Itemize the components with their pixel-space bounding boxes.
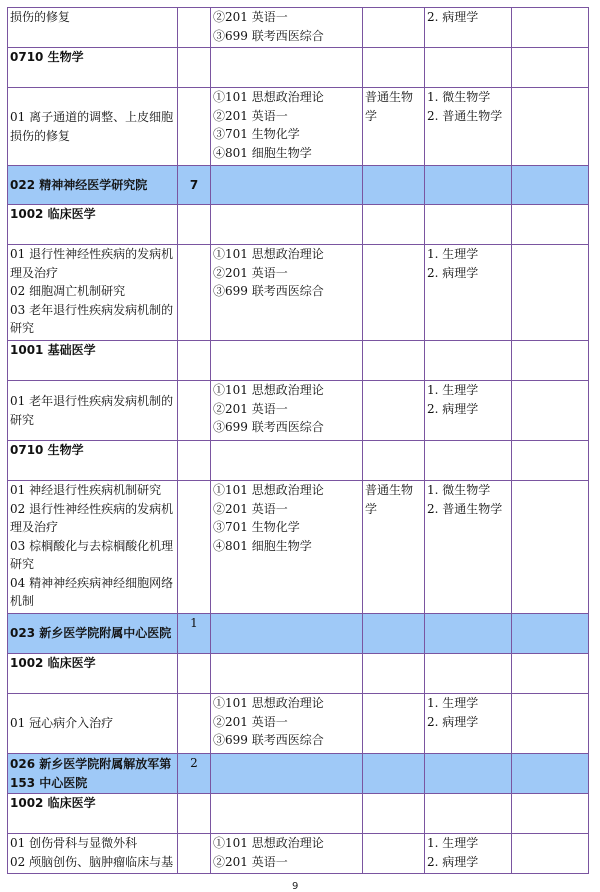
table-row [8, 481, 589, 614]
empty-cell [211, 614, 363, 654]
empty-cell [512, 754, 589, 794]
additional-test-cell: 2. 病理学 [425, 8, 512, 48]
table-row [8, 381, 589, 441]
empty-cell [211, 341, 363, 381]
enrollment-count-cell [178, 381, 211, 441]
empty-cell [178, 48, 211, 88]
major-label: 1002 临床医学 [8, 205, 178, 245]
empty-cell [512, 205, 589, 245]
research-direction-cell: 01 创伤骨科与显微外科 02 颅脑创伤、脑肿瘤临床与基 [8, 834, 178, 874]
additional-test-cell: 1. 生理学 2. 病理学 [425, 694, 512, 754]
research-direction-cell: 01 退行性神经性疾病的发病机理及治疗 02 细胞凋亡机制研究 03 老年退行性疾病发病机制的研究 [8, 245, 178, 341]
major-label: 0710 生物学 [8, 48, 178, 88]
empty-cell [512, 441, 589, 481]
institute-row [8, 614, 589, 654]
major-label: 1001 基础医学 [8, 341, 178, 381]
empty-cell [363, 754, 425, 794]
empty-cell [363, 48, 425, 88]
empty-cell [512, 48, 589, 88]
retest-subject-cell: 普通生物学 [363, 88, 425, 166]
enrollment-catalog-table [7, 7, 589, 874]
page-number: 9 [292, 881, 299, 892]
exam-subjects-cell: ①101 思想政治理论 ②201 英语一 ③699 联考西医综合 [211, 694, 363, 754]
empty-cell [425, 654, 512, 694]
additional-test-cell: 1. 生理学 2. 病理学 [425, 834, 512, 874]
major-row [8, 654, 589, 694]
retest-subject-cell [363, 381, 425, 441]
institute-label: 026 新乡医学院附属解放军第153 中心医院 [8, 754, 178, 794]
empty-cell [178, 205, 211, 245]
empty-cell [178, 654, 211, 694]
retest-subject-cell: 普通生物学 [363, 481, 425, 614]
major-label: 1002 临床医学 [8, 654, 178, 694]
major-row [8, 441, 589, 481]
remarks-cell [512, 88, 589, 166]
research-direction-cell: 01 离子通道的调整、上皮细胞损伤的修复 [8, 88, 178, 166]
empty-cell [512, 794, 589, 834]
empty-cell [211, 48, 363, 88]
empty-cell [178, 794, 211, 834]
empty-cell [211, 794, 363, 834]
major-row [8, 794, 589, 834]
retest-subject-cell [363, 834, 425, 874]
empty-cell [363, 654, 425, 694]
major-label: 0710 生物学 [8, 441, 178, 481]
retest-subject-cell [363, 694, 425, 754]
enrollment-count: 1 [178, 614, 211, 654]
remarks-cell [512, 694, 589, 754]
exam-subjects-cell: ①101 思想政治理论 ②201 英语一 ③701 生物化学 ④801 细胞生物学 [211, 88, 363, 166]
empty-cell [425, 166, 512, 205]
enrollment-count-cell [178, 88, 211, 166]
research-direction-cell: 01 神经退行性疾病机制研究 02 退行性神经性疾病的发病机理及治疗 03 棕榈酸化与去棕榈酸化机理研究 04 精神神经疾病神经细胞网络机制 [8, 481, 178, 614]
empty-cell [425, 205, 512, 245]
research-direction-cell: 01 老年退行性疾病发病机制的研究 [8, 381, 178, 441]
empty-cell [363, 441, 425, 481]
institute-label: 022 精神神经医学研究院 [8, 166, 178, 205]
additional-test-cell: 1. 生理学 2. 病理学 [425, 381, 512, 441]
exam-subjects-cell: ①101 思想政治理论 ②201 英语一 ③699 联考西医综合 [211, 245, 363, 341]
major-row [8, 205, 589, 245]
remarks-cell [512, 834, 589, 874]
empty-cell [425, 614, 512, 654]
institute-row [8, 754, 589, 794]
remarks-cell [512, 481, 589, 614]
institute-row [8, 166, 589, 205]
empty-cell [178, 341, 211, 381]
empty-cell [211, 441, 363, 481]
empty-cell [211, 754, 363, 794]
empty-cell [363, 166, 425, 205]
empty-cell [425, 341, 512, 381]
enrollment-count-cell [178, 8, 211, 48]
empty-cell [425, 754, 512, 794]
research-direction-cell: 01 冠心病介入治疗 [8, 694, 178, 754]
exam-subjects-cell: ①101 思想政治理论 ②201 英语一 [211, 834, 363, 874]
major-row [8, 341, 589, 381]
enrollment-count-cell [178, 245, 211, 341]
additional-test-cell: 1. 微生物学 2. 普通生物学 [425, 88, 512, 166]
remarks-cell [512, 245, 589, 341]
exam-subjects-cell: ①101 思想政治理论 ②201 英语一 ③699 联考西医综合 [211, 381, 363, 441]
empty-cell [211, 205, 363, 245]
empty-cell [211, 654, 363, 694]
empty-cell [425, 794, 512, 834]
empty-cell [425, 441, 512, 481]
retest-subject-cell [363, 8, 425, 48]
table-row [8, 694, 589, 754]
exam-subjects-cell: ②201 英语一 ③699 联考西医综合 [211, 8, 363, 48]
major-row [8, 48, 589, 88]
table-row [8, 8, 589, 48]
institute-label: 023 新乡医学院附属中心医院 [8, 614, 178, 654]
enrollment-count: 7 [178, 166, 211, 205]
empty-cell [211, 166, 363, 205]
remarks-cell [512, 381, 589, 441]
empty-cell [512, 341, 589, 381]
enrollment-count-cell [178, 694, 211, 754]
retest-subject-cell [363, 245, 425, 341]
table-row [8, 834, 589, 874]
additional-test-cell: 1. 微生物学 2. 普通生物学 [425, 481, 512, 614]
additional-test-cell: 1. 生理学 2. 病理学 [425, 245, 512, 341]
research-direction-cell: 损伤的修复 [8, 8, 178, 48]
empty-cell [512, 614, 589, 654]
exam-subjects-cell: ①101 思想政治理论 ②201 英语一 ③701 生物化学 ④801 细胞生物学 [211, 481, 363, 614]
table-row [8, 88, 589, 166]
enrollment-count-cell [178, 481, 211, 614]
empty-cell [363, 341, 425, 381]
empty-cell [178, 441, 211, 481]
enrollment-count: 2 [178, 754, 211, 794]
empty-cell [425, 48, 512, 88]
empty-cell [512, 654, 589, 694]
table-row [8, 245, 589, 341]
major-label: 1002 临床医学 [8, 794, 178, 834]
empty-cell [363, 794, 425, 834]
empty-cell [363, 614, 425, 654]
remarks-cell [512, 8, 589, 48]
empty-cell [512, 166, 589, 205]
enrollment-count-cell [178, 834, 211, 874]
empty-cell [363, 205, 425, 245]
